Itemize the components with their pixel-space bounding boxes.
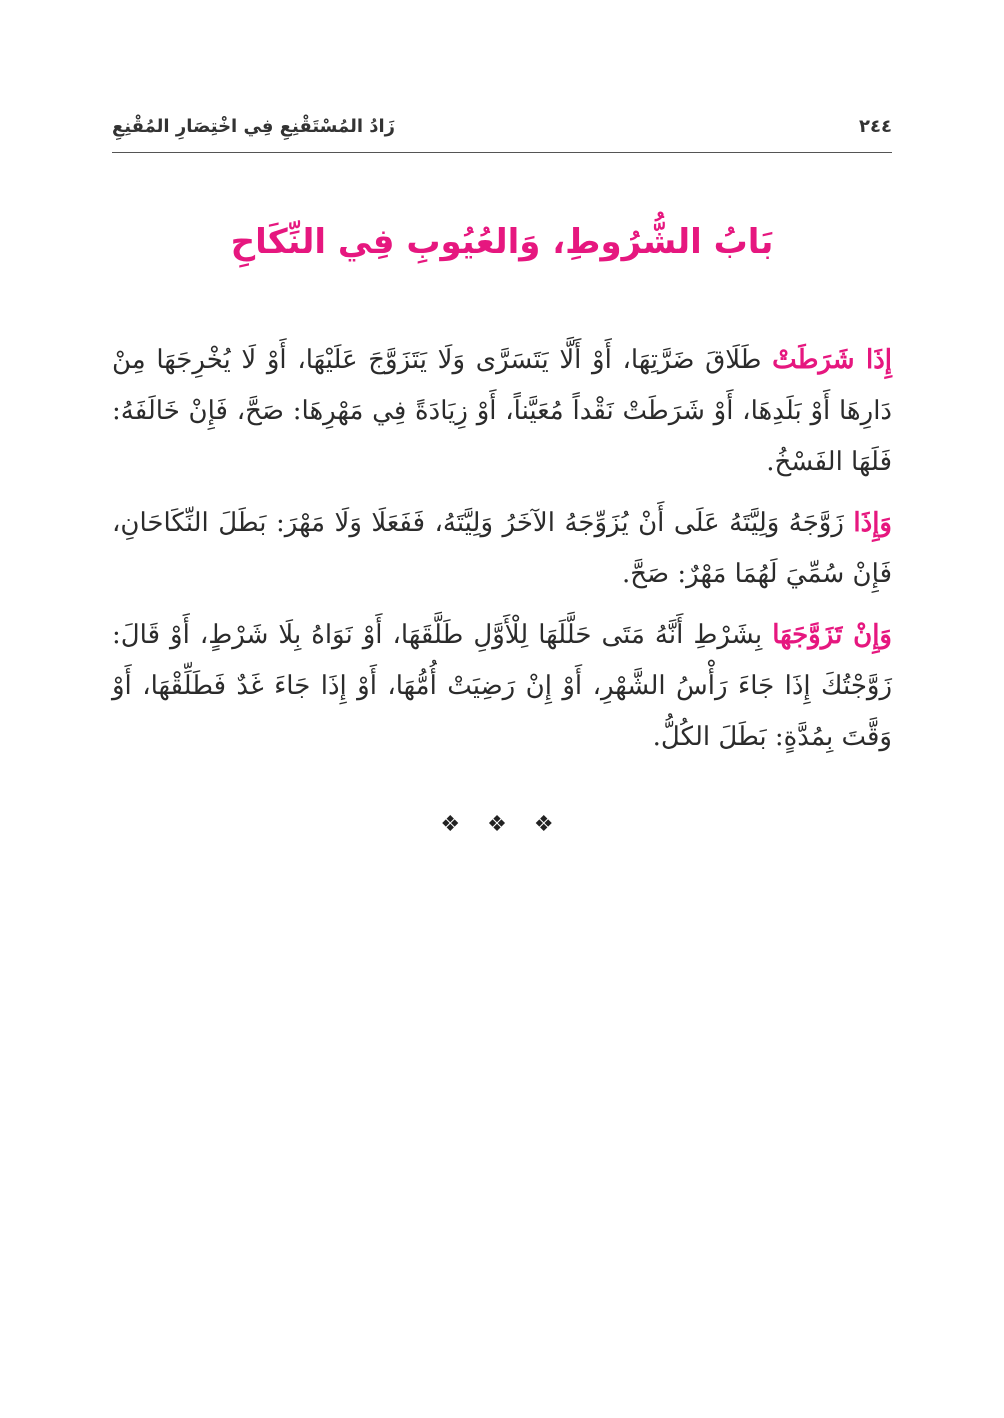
body-text <box>112 335 892 773</box>
running-header <box>112 112 892 148</box>
page-number: ٢٤٤ <box>859 116 892 137</box>
section-divider: ❖ ❖ ❖ <box>440 812 564 837</box>
paragraph-text: طَلَاقَ ضَرَّتِهَا، أَوْ أَلَّا يَتَسَرَّى وَلَا يَتَزَوَّجَ عَلَيْهَا، أَوْ لَا يُخْرِجَهَا مِنْ دَارِهَا أَوْ بَلَدِهَا، أَوْ شَرَطَتْ نَقْداً مُعَيَّناً، أَوْ زِيَادَةً فِي مَهْرِهَا: صَحَّ، فَإِنْ خَالَفَهُ: فَلَهَا الفَسْخُ. <box>112 345 892 477</box>
paragraph <box>112 335 892 488</box>
paragraph-text: بِشَرْطِ أَنَّهُ مَتَى حَلَّلَهَا لِلْأَوَّلِ طَلَّقَهَا، أَوْ نَوَاهُ بِلَا شَرْطٍ، أَوْ قَالَ: زَوَّجْتُكَ إِذَا جَاءَ رَأْسُ الشَّهْرِ، أَوْ إِنْ رَضِيَتْ أُمُّهَا، أَوْ إِذَا جَاءَ غَدٌ فَطَلِّقْهَا، أَوْ وَقَّتَ بِمُدَّةٍ: بَطَلَ الكُلُّ. <box>112 620 892 752</box>
book-title: زَادُ المُسْتَقْنِعِ فِي اخْتِصَارِ المُقْنِعِ <box>112 116 396 137</box>
paragraph-lead: إِذَا شَرَطَتْ <box>772 345 893 375</box>
paragraph <box>112 498 892 600</box>
chapter-title: بَابُ الشُّرُوطِ، وَالعُيُوبِ فِي النِّكَاحِ <box>230 222 774 262</box>
paragraph <box>112 610 892 763</box>
paragraph-lead: وَإِنْ تَزَوَّجَهَا <box>772 620 892 650</box>
header-rule <box>112 152 892 153</box>
paragraph-lead: وَإِذَا <box>853 508 892 538</box>
paragraph-text: زَوَّجَهُ وَلِيَّتَهُ عَلَى أَنْ يُزَوِّجَهُ الآخَرُ وَلِيَّتَهُ، فَفَعَلَا وَلَا مَهْرَ: بَطَلَ النِّكَاحَانِ، فَإِنْ سُمِّيَ لَهُمَا مَهْرٌ: صَحَّ. <box>112 508 892 589</box>
